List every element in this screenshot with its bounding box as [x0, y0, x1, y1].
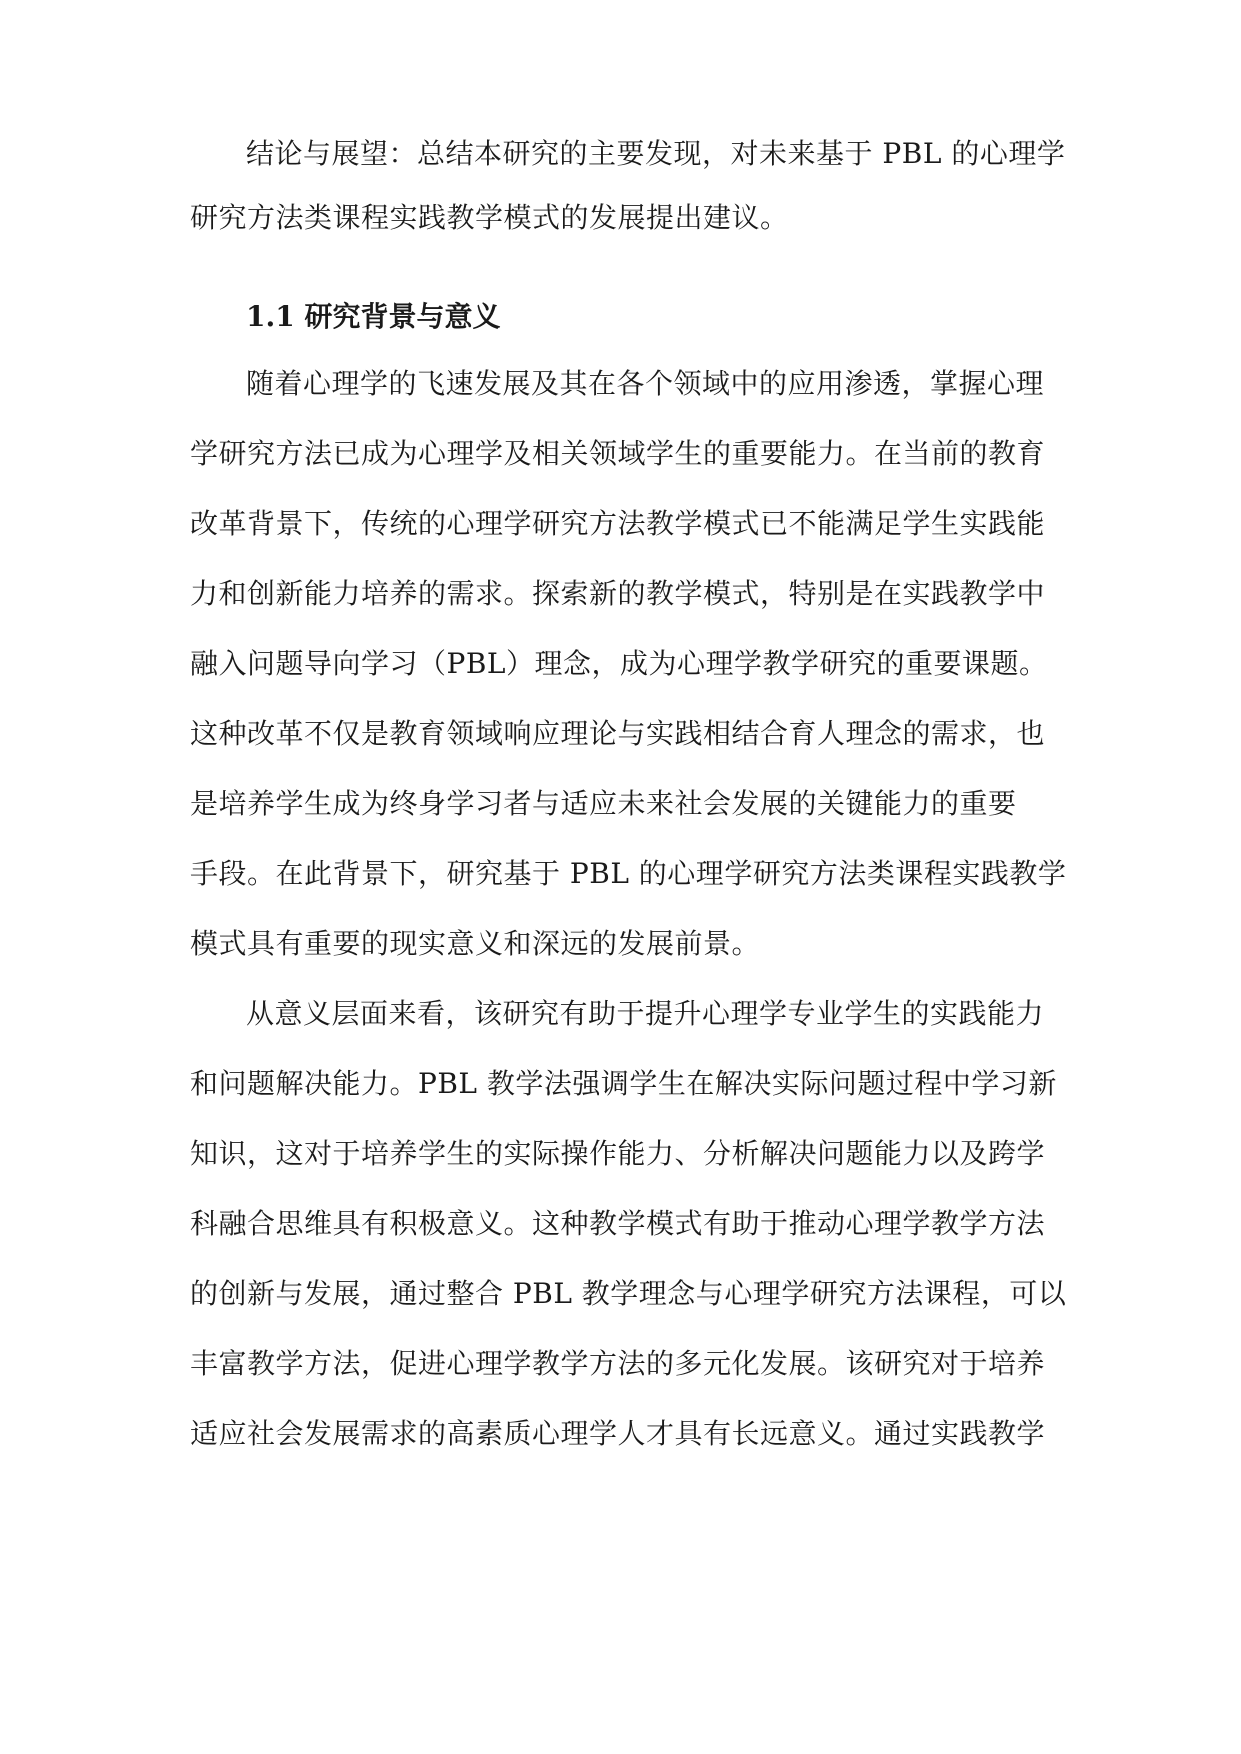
paragraph-line: 从意义层面来看，该研究有助于提升心理学专业学生的实践能力 — [246, 997, 1045, 1030]
paragraph-line: 研究方法类课程实践教学模式的发展提出建议。 — [190, 201, 789, 234]
paragraph-line: 这种改革不仅是教育领域响应理论与实践相结合育人理念的需求，也 — [190, 717, 1046, 750]
paragraph-line: 结论与展望：总结本研究的主要发现，对未来基于 PBL 的心理学 — [246, 137, 1066, 170]
paragraph-line: 科融合思维具有积极意义。这种教学模式有助于推动心理学教学方法 — [190, 1207, 1046, 1240]
paragraph-line: 模式具有重要的现实意义和深远的发展前景。 — [190, 927, 761, 960]
paragraph-line: 是培养学生成为终身学习者与适应未来社会发展的关键能力的重要 — [190, 787, 1017, 820]
paragraph-line: 知识，这对于培养学生的实际操作能力、分析解决问题能力以及跨学 — [190, 1137, 1046, 1170]
paragraph-line: 手段。在此背景下，研究基于 PBL 的心理学研究方法类课程实践教学 — [190, 857, 1067, 890]
paragraph-line: 丰富教学方法，促进心理学教学方法的多元化发展。该研究对于培养 — [190, 1347, 1046, 1380]
paragraph-line: 力和创新能力培养的需求。探索新的教学模式，特别是在实践教学中 — [190, 577, 1046, 610]
paragraph-line: 适应社会发展需求的高素质心理学人才具有长远意义。通过实践教学 — [190, 1417, 1046, 1450]
paragraph-line: 融入问题导向学习（PBL）理念，成为心理学教学研究的重要课题。 — [190, 647, 1048, 680]
paragraph-line: 的创新与发展，通过整合 PBL 教学理念与心理学研究方法课程，可以 — [190, 1277, 1067, 1310]
paragraph-line: 学研究方法已成为心理学及相关领域学生的重要能力。在当前的教育 — [190, 437, 1046, 470]
paragraph-line: 随着心理学的飞速发展及其在各个领域中的应用渗透，掌握心理 — [246, 367, 1045, 400]
paragraph-line: 和问题解决能力。PBL 教学法强调学生在解决实际问题过程中学习新 — [190, 1067, 1057, 1100]
section-heading: 1.1 研究背景与意义 — [246, 300, 501, 333]
paragraph-line: 改革背景下，传统的心理学研究方法教学模式已不能满足学生实践能 — [190, 507, 1046, 540]
